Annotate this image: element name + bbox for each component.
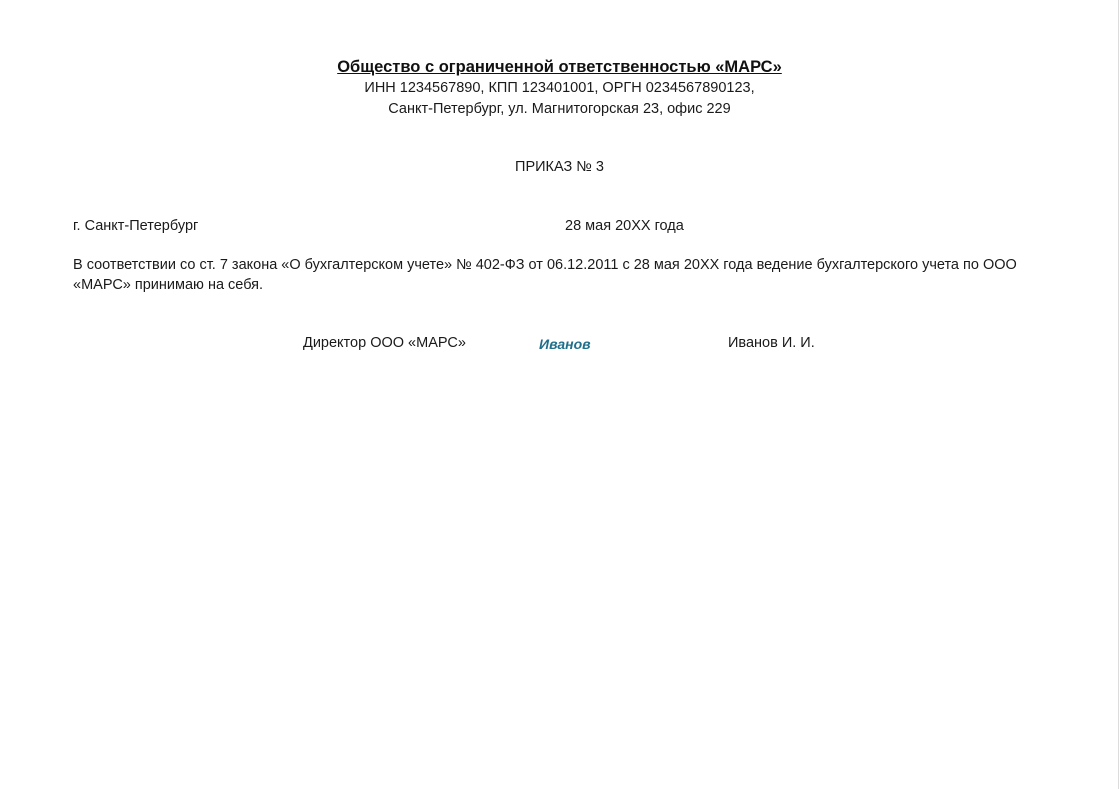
signer-name: Иванов И. И. bbox=[728, 335, 815, 351]
organization-address: Санкт-Петербург, ул. Магнитогорская 23, офис 229 bbox=[388, 101, 731, 117]
signature-row bbox=[0, 333, 1119, 355]
order-date: 28 мая 20ХХ года bbox=[565, 218, 684, 234]
signer-position: Директор ООО «МАРС» bbox=[303, 335, 466, 351]
order-city: г. Санкт-Петербург bbox=[73, 218, 199, 234]
order-body-line: В соответствии со ст. 7 закона «О бухгалтерском учете» № 402-ФЗ от 06.12.2011 с 28 мая 20ХХ года ведение бухгалтерского учета по ООО bbox=[73, 257, 1017, 273]
organization-name: Общество с ограниченной ответственностью «МАРС» bbox=[337, 58, 782, 76]
order-title: ПРИКАЗ № 3 bbox=[515, 159, 604, 175]
order-body bbox=[73, 256, 1033, 295]
handwritten-signature: Иванов bbox=[539, 336, 591, 352]
place-date-row bbox=[0, 216, 1119, 236]
order-body-line: «МАРС» принимаю на себя. bbox=[73, 276, 264, 293]
organization-requisites: ИНН 1234567890, КПП 123401001, ОРГН 0234567890123, bbox=[364, 80, 755, 96]
document-header bbox=[0, 56, 1119, 120]
